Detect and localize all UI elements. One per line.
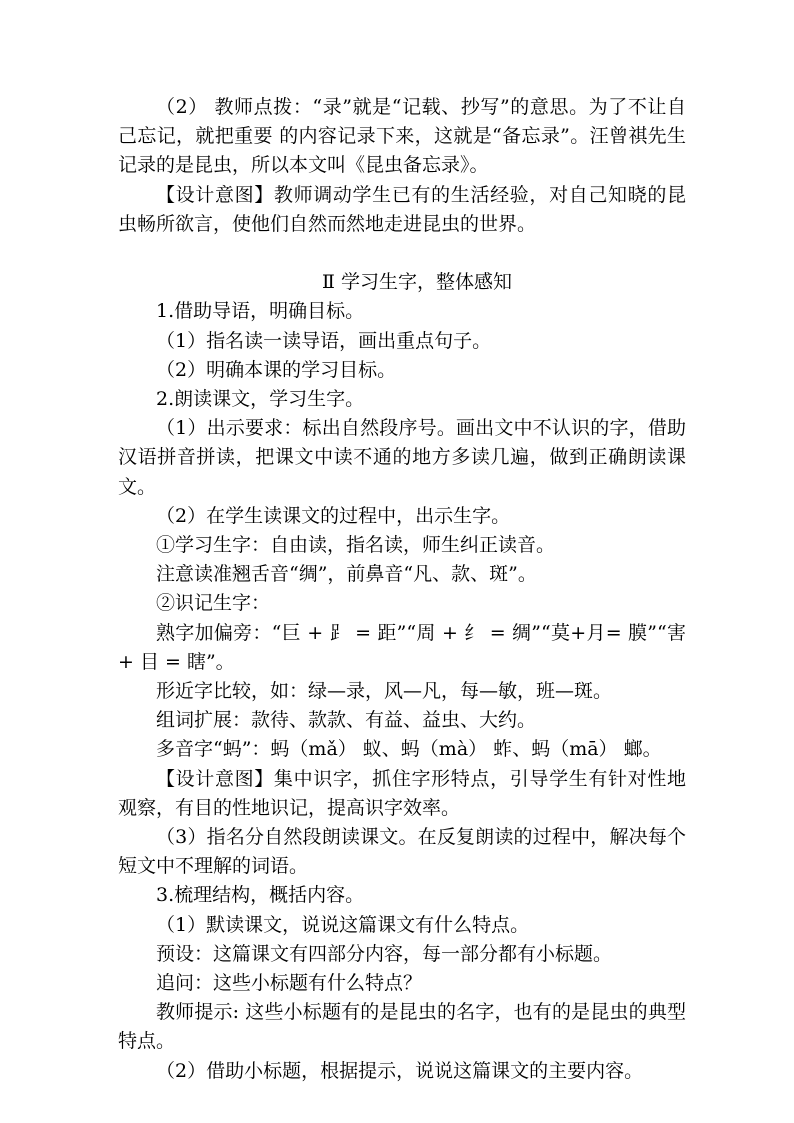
teacher-hint: 教师提示: 这些小标题有的是昆虫的名字，也有的是昆虫的典型特点。: [118, 1001, 686, 1053]
radical-addition: 熟字加偏旁：“巨 + ⻊ = 距”“周 + 纟 = 绸”“莫+月= 膜”“害 + 目 = 瞎”。: [118, 621, 686, 673]
pronunciation-note: 注意读准翘舌音“绸”，前鼻音“凡、款、斑”。: [156, 563, 537, 586]
document-page: [118, 93, 686, 1086]
paragraph-teacher-explanation: （2） 教师点拨：“录”就是“记载、抄写”的意思。为了不让自己忘记，就把重要 的内容记录下来，这就是“备忘录”。汪曾祺先生记录的是昆虫，所以本文叫《昆虫备忘录》。: [118, 96, 686, 177]
preset-answer: 预设：这篇课文有四部分内容，每一部分都有小标题。: [156, 942, 613, 965]
step-2-item-3: （3）指名分自然段朗读课文。在反复朗读的过程中，解决每个短文中不理解的词语。: [118, 826, 686, 878]
step-3-item-2: （2）借助小标题，根据提示，说说这篇课文的主要内容。: [156, 1059, 644, 1082]
step-3-title: 3.梳理结构，概括内容。: [156, 884, 365, 907]
follow-up-question: 追问：这些小标题有什么特点？: [156, 972, 423, 995]
paragraph-design-intent-1: 【设计意图】教师调动学生已有的生活经验，对自己知晓的昆虫畅所欲言，使他们自然而然地走进昆虫的世界。: [118, 183, 686, 235]
section-heading: Ⅱ 学习生字，整体感知: [322, 271, 512, 294]
step-3-item-1: （1）默读课文，说说这篇课文有什么特点。: [156, 913, 530, 936]
word-expansion: 组词扩展：款待、款款、有益、益虫、大约。: [156, 709, 537, 732]
step-2-item-1: （1）出示要求：标出自然段序号。画出文中不认识的字，借助汉语拼音拼读，把课文中读不通的地方多读几遍，做到正确朗读课文。: [118, 417, 686, 498]
similar-characters: 形近字比较，如：绿—录，风—凡，每—敏，班—斑。: [156, 680, 613, 703]
polyphonic-character: 多音字“蚂”：蚂（mǎ） 蚁、蚂（mà） 蚱、蚂（mā） 螂。: [156, 738, 662, 761]
learn-characters: ①学习生字：自由读，指名读，师生纠正读音。: [156, 534, 556, 557]
step-2-item-2: （2）在学生读课文的过程中，出示生字。: [156, 504, 511, 527]
step-1-item-2: （2）明确本课的学习目标。: [156, 358, 397, 381]
paragraph-design-intent-2: 【设计意图】集中识字，抓住字形特点，引导学生有针对性地观察，有目的性地识记，提高识字效率。: [118, 767, 686, 819]
step-1-item-1: （1）指名读一读导语，画出重点句子。: [156, 329, 492, 352]
step-2-title: 2.朗读课文，学习生字。: [156, 388, 365, 411]
step-1-title: 1.借助导语，明确目标。: [156, 300, 365, 323]
blank-line: [118, 239, 686, 268]
memorize-characters: ②识记生字：: [156, 592, 271, 615]
